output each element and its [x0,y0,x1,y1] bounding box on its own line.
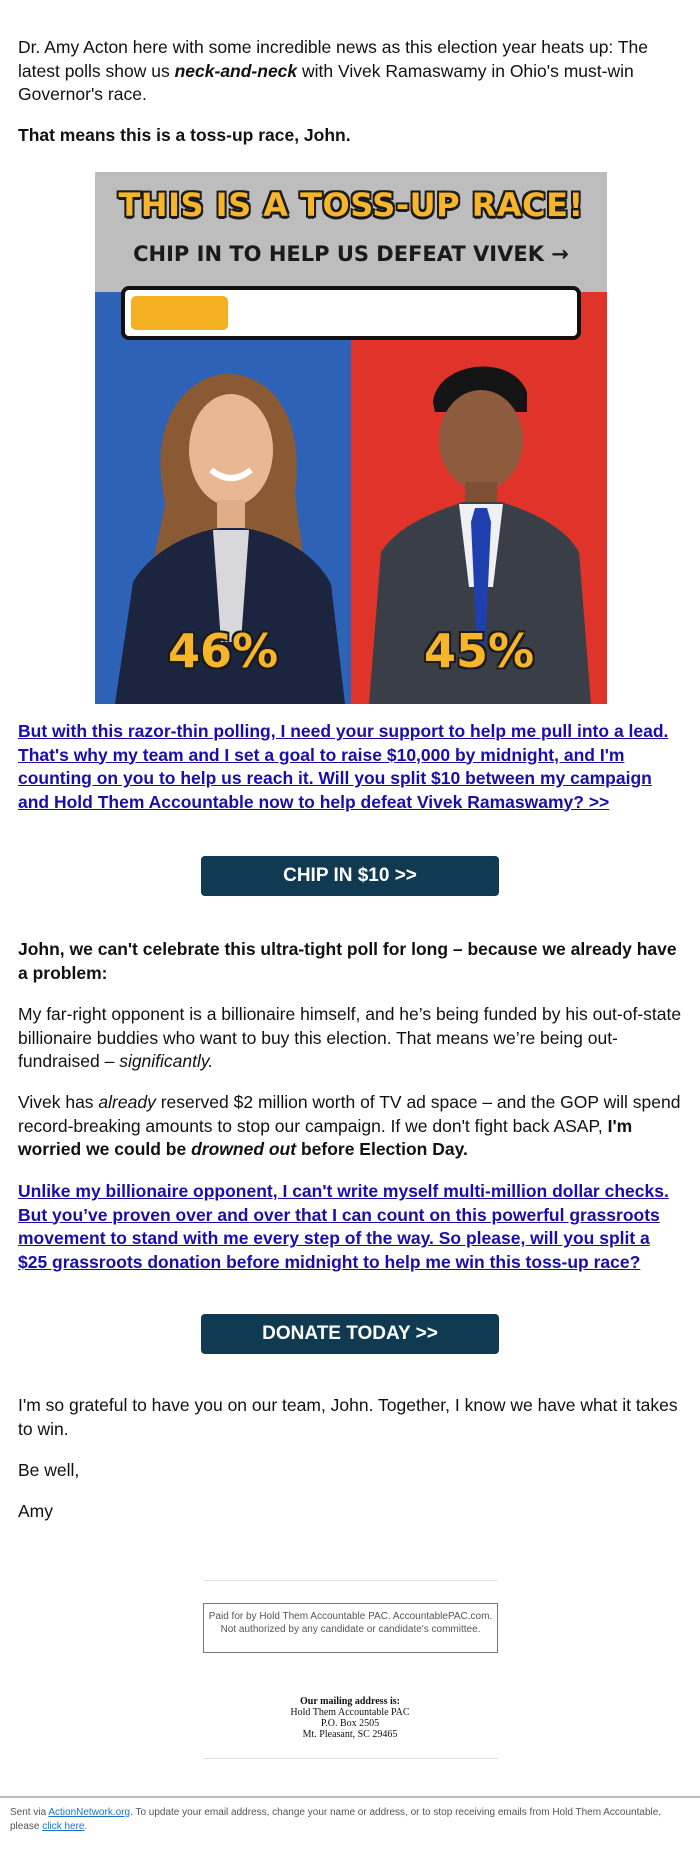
intro-paragraph [18,36,682,107]
mailing-address [150,1696,550,1740]
vivek-emphasis-already: already [98,1092,156,1112]
unsubscribe-link[interactable]: click here [42,1821,85,1832]
vivek-paragraph [18,1091,682,1162]
hero-subhead: CHIP IN TO HELP US DEFEAT VIVEK → [133,242,569,266]
intro-emphasis: neck-and-neck [174,60,298,81]
donate-link[interactable]: Unlike my billionaire opponent, I can't write myself multi-million dollar checks. But you’ve proven over and over that I can count on this powerful grassroots movement to stand with me every step of the way. So please, will you split a $25 grassroots donation before midnight to help me win this toss-up race? [18,1181,669,1272]
closing-paragraph: I'm so grateful to have you on our team, John. Together, I know we have what it takes to win. [18,1395,678,1439]
sent-prefix: Sent via [10,1807,49,1818]
hero-graphic[interactable] [95,172,607,704]
vivek-text-a: Vivek has [18,1092,99,1112]
vivek-bold-b: before Election Day. [296,1139,468,1159]
acton-face [189,394,273,506]
fundraising-progress-bar [121,286,581,340]
progress-fill [131,296,228,330]
footer-divider-bottom [203,1758,498,1759]
sent-suffix: . [84,1821,88,1832]
vivek-emphasis-drowned: drowned out [191,1139,297,1159]
chip-in-link-paragraph [18,720,682,814]
hero-headline: THIS IS A TOSS-UP RACE! [118,186,584,224]
chip-in-link[interactable]: But with this razor-thin polling, I need your support to help me pull into a lead. That's why my team and I set a goal to raise $10,000 by midnight, and I'm counting on you to help us reach it. Will you split $10 between my campaign and Hold Them Accountable now to help defeat Vivek Ramaswamy? >> [18,721,669,812]
vivek-bold-a: I'm worried we could be [18,1115,633,1159]
sent-middle: . To update your email address, change your name or address, or to stop receiving emails from Hold Them Accountable, please [10,1807,662,1832]
vivek-text-b: reserved $2 million worth of TV ad space – and the GOP will spend record-breaking amounts to stop our campaign. If we don't fight back ASAP, [18,1092,681,1136]
mailing-line-2: P.O. Box 2505 [320,1718,380,1729]
mailing-line-3: Mt. Pleasant, SC 29465 [302,1729,398,1740]
ramaswamy-poll-percent: 45% [423,624,535,678]
intro-text-b: with Vivek Ramaswamy in Ohio's must-win Governor's race. [18,60,634,104]
mailing-heading: Our mailing address is: [300,1696,400,1707]
ramaswamy-face [439,390,523,490]
acton-neck [217,500,245,530]
opponent-text: My far-right opponent is a billionaire himself, and he’s being funded by his out-of-state billionaire buddies who want to buy this election. That means we’re being out-fundraised – [18,1004,682,1071]
mailing-line-1: Hold Them Accountable PAC [290,1707,410,1718]
footer-divider-top [203,1580,498,1581]
acton-poll-percent: 46% [167,624,279,678]
actionnetwork-link[interactable]: ActionNetwork.org [48,1807,131,1818]
sent-via-footer [10,1806,690,1834]
opponent-emphasis: significantly. [119,1051,214,1071]
donate-link-paragraph [18,1180,682,1274]
signature: Amy [18,1501,53,1521]
toss-up-statement: That means this is a toss-up race, John. [18,125,351,145]
sent-via-divider [0,1796,700,1798]
signoff: Be well, [18,1460,80,1480]
donate-button[interactable]: DONATE TODAY >> [201,1314,499,1354]
problem-statement: John, we can't celebrate this ultra-tight poll for long – because we already have a problem: [18,939,677,983]
intro-text-a: Dr. Amy Acton here with some incredible news as this election year heats up: The latest polls show us [18,37,648,81]
opponent-paragraph [18,1003,682,1074]
paid-for-disclaimer: Paid for by Hold Them Accountable PAC. AccountablePAC.com. Not authorized by any candidate or candidate's committee. [203,1603,498,1653]
chip-in-button[interactable]: CHIP IN $10 >> [201,856,499,896]
